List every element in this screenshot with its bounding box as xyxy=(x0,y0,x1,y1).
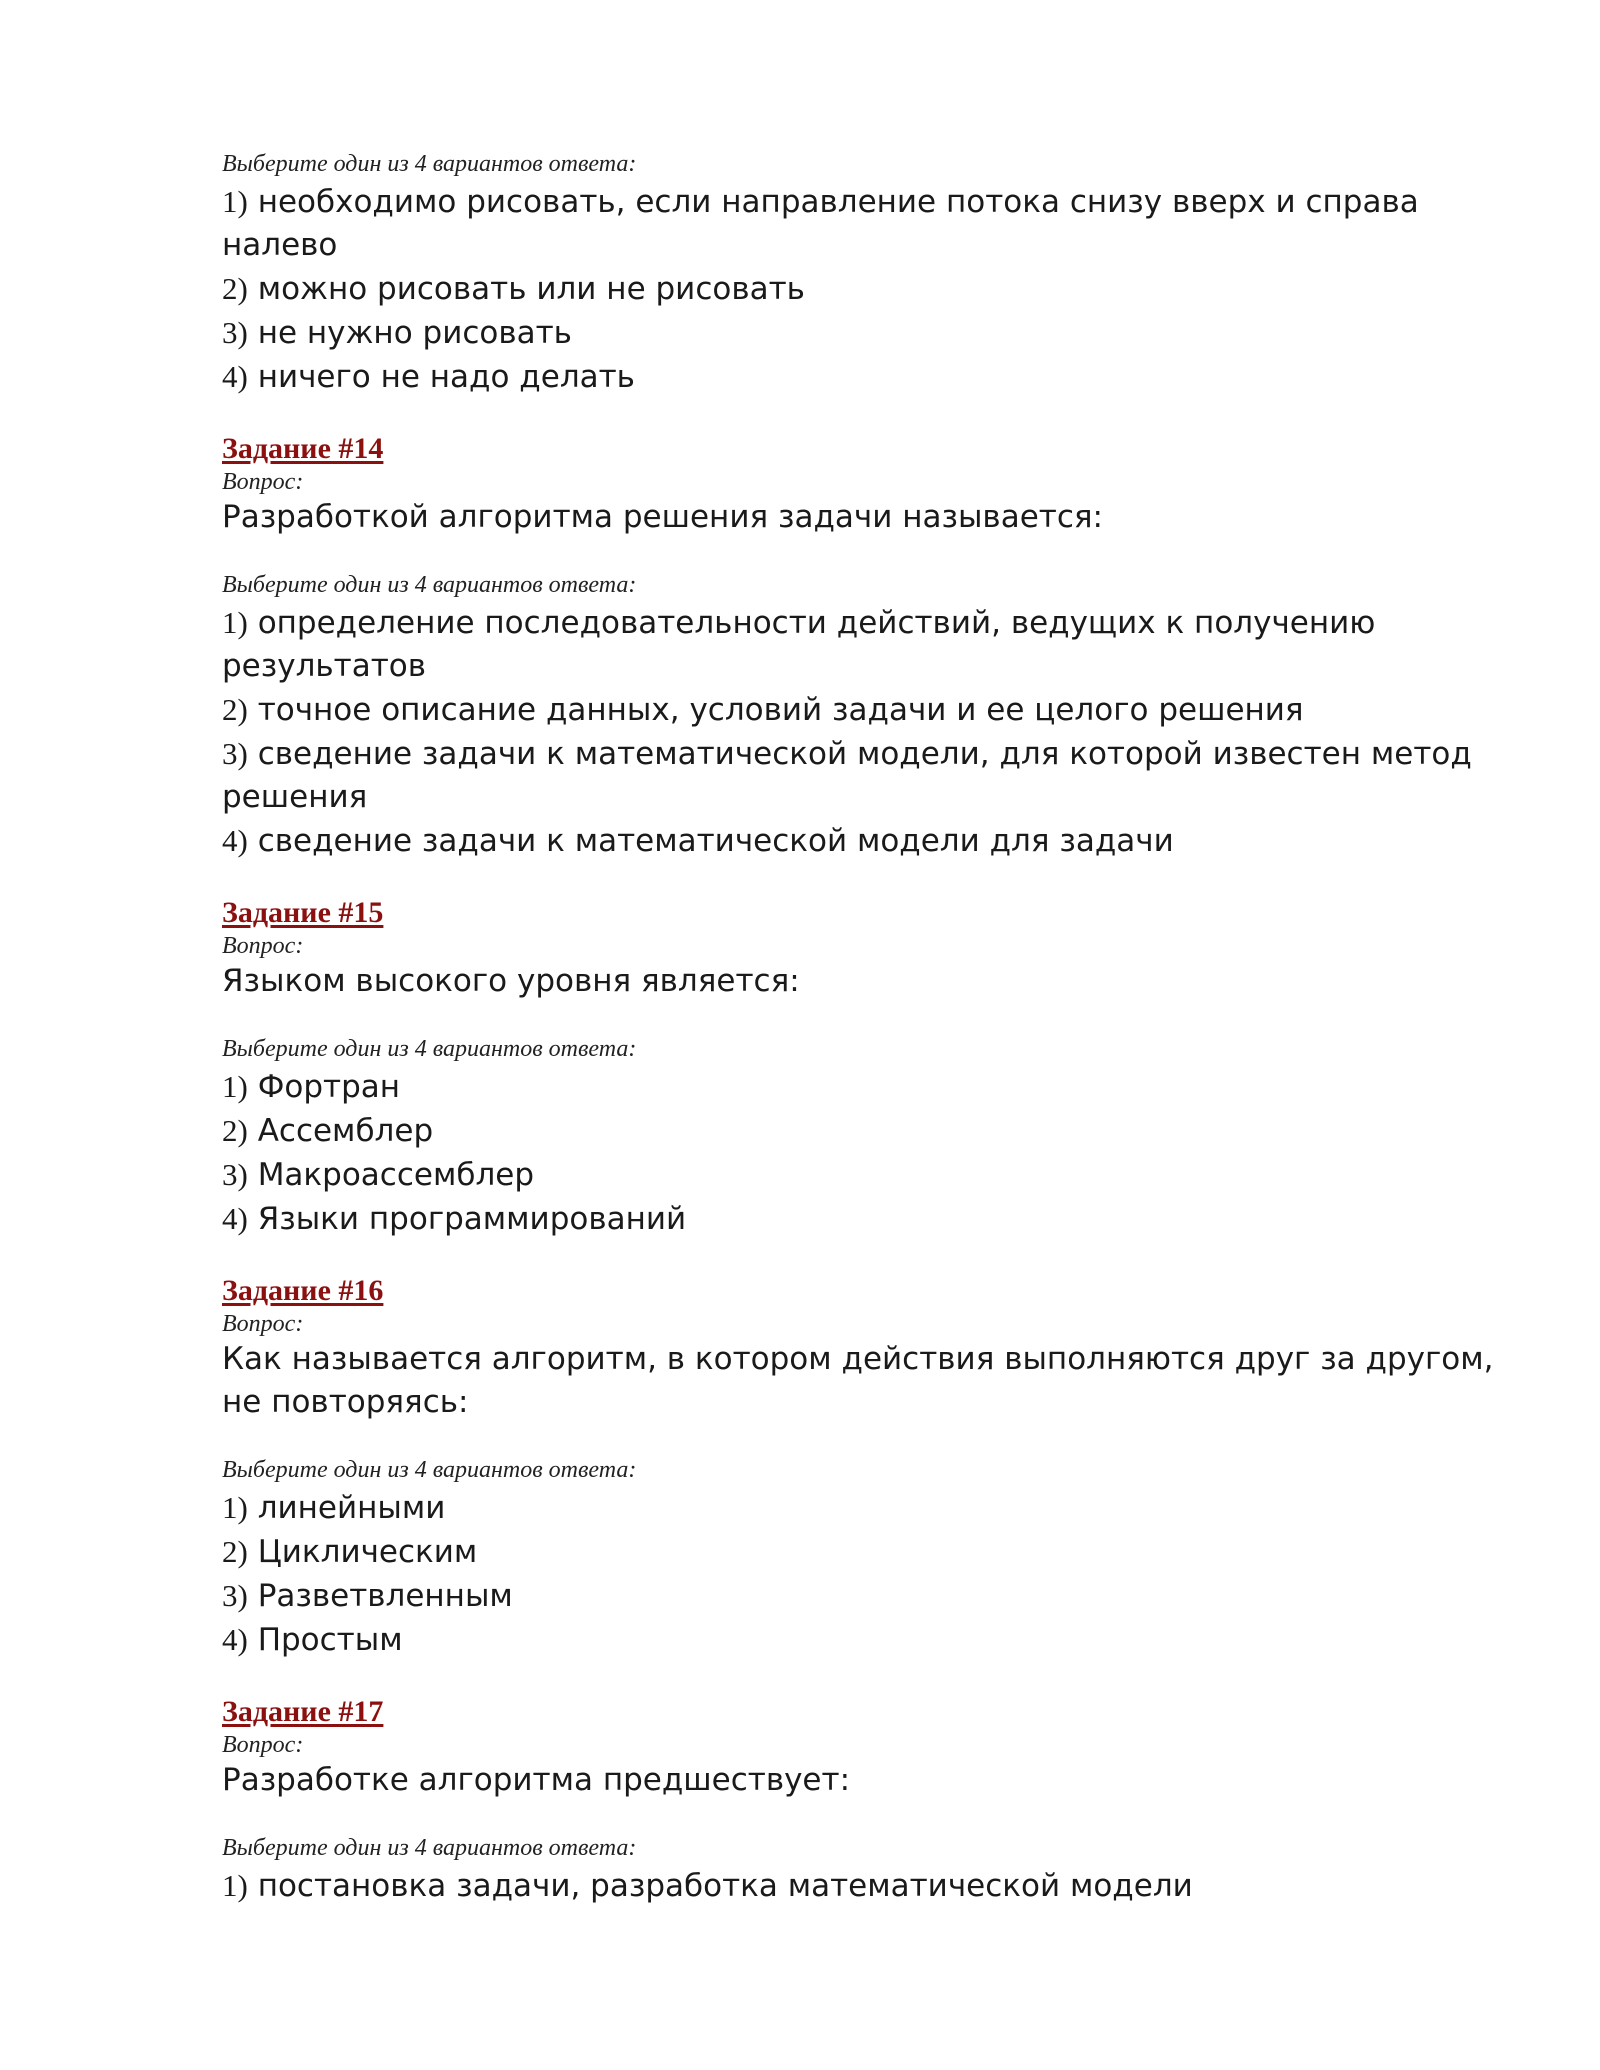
answer-option: 2) Ассемблер xyxy=(222,1113,434,1149)
answer-option: 4) сведение задачи к математической модели для задачи xyxy=(222,823,1174,859)
question-text: Разработкой алгоритма решения задачи называется: xyxy=(222,499,1103,535)
task-title: Задание #16 xyxy=(222,1274,384,1307)
answer-option: 4) Языки программирований xyxy=(222,1201,687,1237)
question-label: Вопрос: xyxy=(222,1732,304,1758)
task-16 xyxy=(222,1272,1522,1662)
answer-option: 1) линейными xyxy=(222,1490,446,1526)
answer-option: 1) необходимо рисовать, если направление потока снизу вверх и справа налево xyxy=(222,184,1419,263)
task-title: Задание #14 xyxy=(222,432,384,465)
question-text: Разработке алгоритма предшествует: xyxy=(222,1762,851,1798)
answer-block xyxy=(222,1832,1522,1908)
answer-block xyxy=(222,1033,1522,1241)
answer-option: 2) Циклическим xyxy=(222,1534,478,1570)
question-text: Языком высокого уровня является: xyxy=(222,963,800,999)
answer-prompt: Выберите один из 4 вариантов ответа: xyxy=(222,1835,637,1861)
answer-prompt: Выберите один из 4 вариантов ответа: xyxy=(222,572,637,598)
answer-option: 3) не нужно рисовать xyxy=(222,315,572,351)
answer-option: 1) определение последовательности действий, ведущих к получению результатов xyxy=(222,605,1376,684)
answer-option: 4) ничего не надо делать xyxy=(222,359,635,395)
question-label: Вопрос: xyxy=(222,1311,304,1337)
answer-option: 3) Макроассемблер xyxy=(222,1157,535,1193)
task-15 xyxy=(222,894,1522,1241)
answer-option: 4) Простым xyxy=(222,1622,403,1658)
question-label: Вопрос: xyxy=(222,933,304,959)
question-label: Вопрос: xyxy=(222,469,304,495)
task-title: Задание #17 xyxy=(222,1695,384,1728)
answer-block-continued xyxy=(222,148,1522,399)
answer-option: 3) сведение задачи к математической модели, для которой известен метод решения xyxy=(222,736,1472,815)
answer-prompt: Выберите один из 4 вариантов ответа: xyxy=(222,1457,637,1483)
answer-prompt: Выберите один из 4 вариантов ответа: xyxy=(222,1036,637,1062)
answer-block xyxy=(222,1454,1522,1662)
question-text: Как называется алгоритм, в котором действия выполняются друг за другом, не повторяясь: xyxy=(222,1341,1494,1420)
document-page xyxy=(222,148,1522,1908)
task-title: Задание #15 xyxy=(222,896,384,929)
answer-block xyxy=(222,569,1522,863)
answer-option: 2) можно рисовать или не рисовать xyxy=(222,271,805,307)
answer-option: 1) постановка задачи, разработка математической модели xyxy=(222,1868,1193,1904)
answer-prompt: Выберите один из 4 вариантов ответа: xyxy=(222,151,637,177)
answer-option: 2) точное описание данных, условий задачи и ее целого решения xyxy=(222,692,1304,728)
task-14 xyxy=(222,430,1522,863)
task-17 xyxy=(222,1693,1522,1908)
answer-option: 1) Фортран xyxy=(222,1069,401,1105)
answer-option: 3) Разветвленным xyxy=(222,1578,513,1614)
